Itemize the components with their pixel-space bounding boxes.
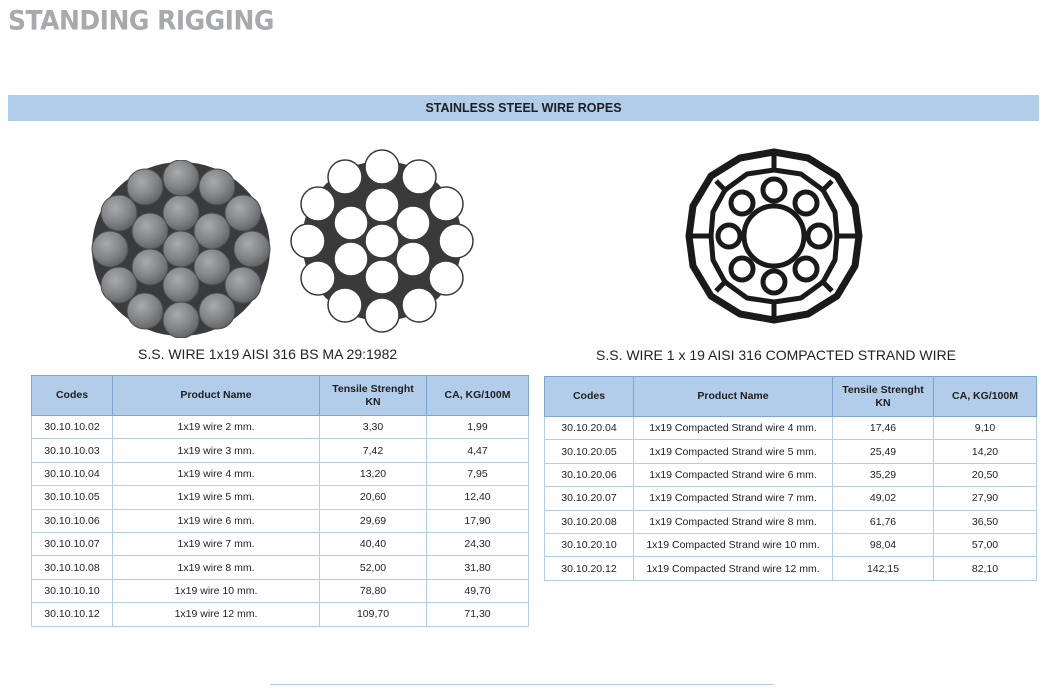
cell-tensile: 142,15 <box>833 557 934 580</box>
section-title: STAINLESS STEEL WIRE ROPES <box>425 101 622 115</box>
table-row <box>32 416 529 439</box>
cell-weight: 4,47 <box>427 439 529 462</box>
cell-product: 1x19 Compacted Strand wire 8 mm. <box>634 510 833 533</box>
table-row <box>32 462 529 485</box>
table-row <box>545 487 1037 510</box>
cell-tensile: 20,60 <box>320 486 427 509</box>
cell-code: 30.10.10.12 <box>32 603 113 626</box>
cell-product: 1x19 Compacted Strand wire 10 mm. <box>634 533 833 556</box>
section-header-band <box>8 95 1039 121</box>
col-header-product-name: Product Name <box>113 376 320 416</box>
wire-rope-cross-section-diagram <box>289 148 475 334</box>
cell-code: 30.10.20.04 <box>545 417 634 440</box>
cell-product: 1x19 wire 4 mm. <box>113 462 320 485</box>
cell-weight: 9,10 <box>934 417 1037 440</box>
cell-product: 1x19 wire 3 mm. <box>113 439 320 462</box>
page-title: STANDING RIGGING <box>8 5 274 36</box>
cell-code: 30.10.10.06 <box>32 509 113 532</box>
col-header-weight: CA, KG/100M <box>934 377 1037 417</box>
cell-tensile: 52,00 <box>320 556 427 579</box>
col-header-codes: Codes <box>32 376 113 416</box>
cell-tensile: 17,46 <box>833 417 934 440</box>
cell-product: 1x19 Compacted Strand wire 12 mm. <box>634 557 833 580</box>
cell-code: 30.10.20.08 <box>545 510 634 533</box>
cell-code: 30.10.10.03 <box>32 439 113 462</box>
cell-tensile: 109,70 <box>320 603 427 626</box>
col-header-product-name: Product Name <box>634 377 833 417</box>
cell-code: 30.10.10.10 <box>32 579 113 602</box>
cell-code: 30.10.20.12 <box>545 557 634 580</box>
table-row <box>32 603 529 626</box>
table-row <box>32 486 529 509</box>
cell-product: 1x19 Compacted Strand wire 6 mm. <box>634 463 833 486</box>
left-spec-table <box>31 375 529 627</box>
table-row <box>545 440 1037 463</box>
col-header-weight: CA, KG/100M <box>427 376 529 416</box>
cell-tensile: 49,02 <box>833 487 934 510</box>
cell-weight: 49,70 <box>427 579 529 602</box>
table-row <box>32 509 529 532</box>
cell-weight: 36,50 <box>934 510 1037 533</box>
table-row <box>32 532 529 555</box>
cell-code: 30.10.10.05 <box>32 486 113 509</box>
cell-code: 30.10.10.08 <box>32 556 113 579</box>
cell-weight: 7,95 <box>427 462 529 485</box>
cell-weight: 71,30 <box>427 603 529 626</box>
cell-tensile: 7,42 <box>320 439 427 462</box>
cell-weight: 1,99 <box>427 416 529 439</box>
table-row <box>545 557 1037 580</box>
cell-tensile: 78,80 <box>320 579 427 602</box>
col-header-codes: Codes <box>545 377 634 417</box>
cell-code: 30.10.20.10 <box>545 533 634 556</box>
cell-product: 1x19 Compacted Strand wire 5 mm. <box>634 440 833 463</box>
col-header-tensile: Tensile Strenght KN <box>320 376 427 416</box>
cell-tensile: 29,69 <box>320 509 427 532</box>
table-row <box>545 463 1037 486</box>
cell-code: 30.10.10.02 <box>32 416 113 439</box>
cell-code: 30.10.20.06 <box>545 463 634 486</box>
cell-tensile: 13,20 <box>320 462 427 485</box>
compacted-strand-diagram <box>683 146 865 326</box>
cell-code: 30.10.10.07 <box>32 532 113 555</box>
cell-product: 1x19 wire 8 mm. <box>113 556 320 579</box>
right-spec-table <box>544 376 1037 581</box>
cell-tensile: 25,49 <box>833 440 934 463</box>
cell-weight: 17,90 <box>427 509 529 532</box>
cell-weight: 14,20 <box>934 440 1037 463</box>
bottom-divider <box>270 684 774 685</box>
cell-weight: 12,40 <box>427 486 529 509</box>
cell-product: 1x19 wire 2 mm. <box>113 416 320 439</box>
cell-product: 1x19 wire 6 mm. <box>113 509 320 532</box>
cell-weight: 57,00 <box>934 533 1037 556</box>
table-row <box>545 533 1037 556</box>
table-row <box>32 556 529 579</box>
table-row <box>545 417 1037 440</box>
cell-code: 30.10.20.05 <box>545 440 634 463</box>
cell-weight: 31,80 <box>427 556 529 579</box>
cell-product: 1x19 wire 5 mm. <box>113 486 320 509</box>
cell-weight: 82,10 <box>934 557 1037 580</box>
cell-tensile: 98,04 <box>833 533 934 556</box>
cell-tensile: 61,76 <box>833 510 934 533</box>
wire-rope-photo-illustration <box>90 160 272 338</box>
col-header-tensile: Tensile Strenght KN <box>833 377 934 417</box>
left-table-caption: S.S. WIRE 1x19 AISI 316 BS MA 29:1982 <box>138 346 398 362</box>
table-row <box>32 439 529 462</box>
cell-tensile: 40,40 <box>320 532 427 555</box>
table-row <box>32 579 529 602</box>
right-table-caption: S.S. WIRE 1 x 19 AISI 316 COMPACTED STRAND WIRE <box>596 347 956 363</box>
cell-weight: 24,30 <box>427 532 529 555</box>
cell-weight: 27,90 <box>934 487 1037 510</box>
cell-weight: 20,50 <box>934 463 1037 486</box>
cell-product: 1x19 wire 7 mm. <box>113 532 320 555</box>
cell-product: 1x19 Compacted Strand wire 4 mm. <box>634 417 833 440</box>
cell-tensile: 3,30 <box>320 416 427 439</box>
table-row <box>545 510 1037 533</box>
cell-code: 30.10.10.04 <box>32 462 113 485</box>
cell-product: 1x19 wire 12 mm. <box>113 603 320 626</box>
cell-tensile: 35,29 <box>833 463 934 486</box>
cell-product: 1x19 Compacted Strand wire 7 mm. <box>634 487 833 510</box>
cell-product: 1x19 wire 10 mm. <box>113 579 320 602</box>
cell-code: 30.10.20.07 <box>545 487 634 510</box>
